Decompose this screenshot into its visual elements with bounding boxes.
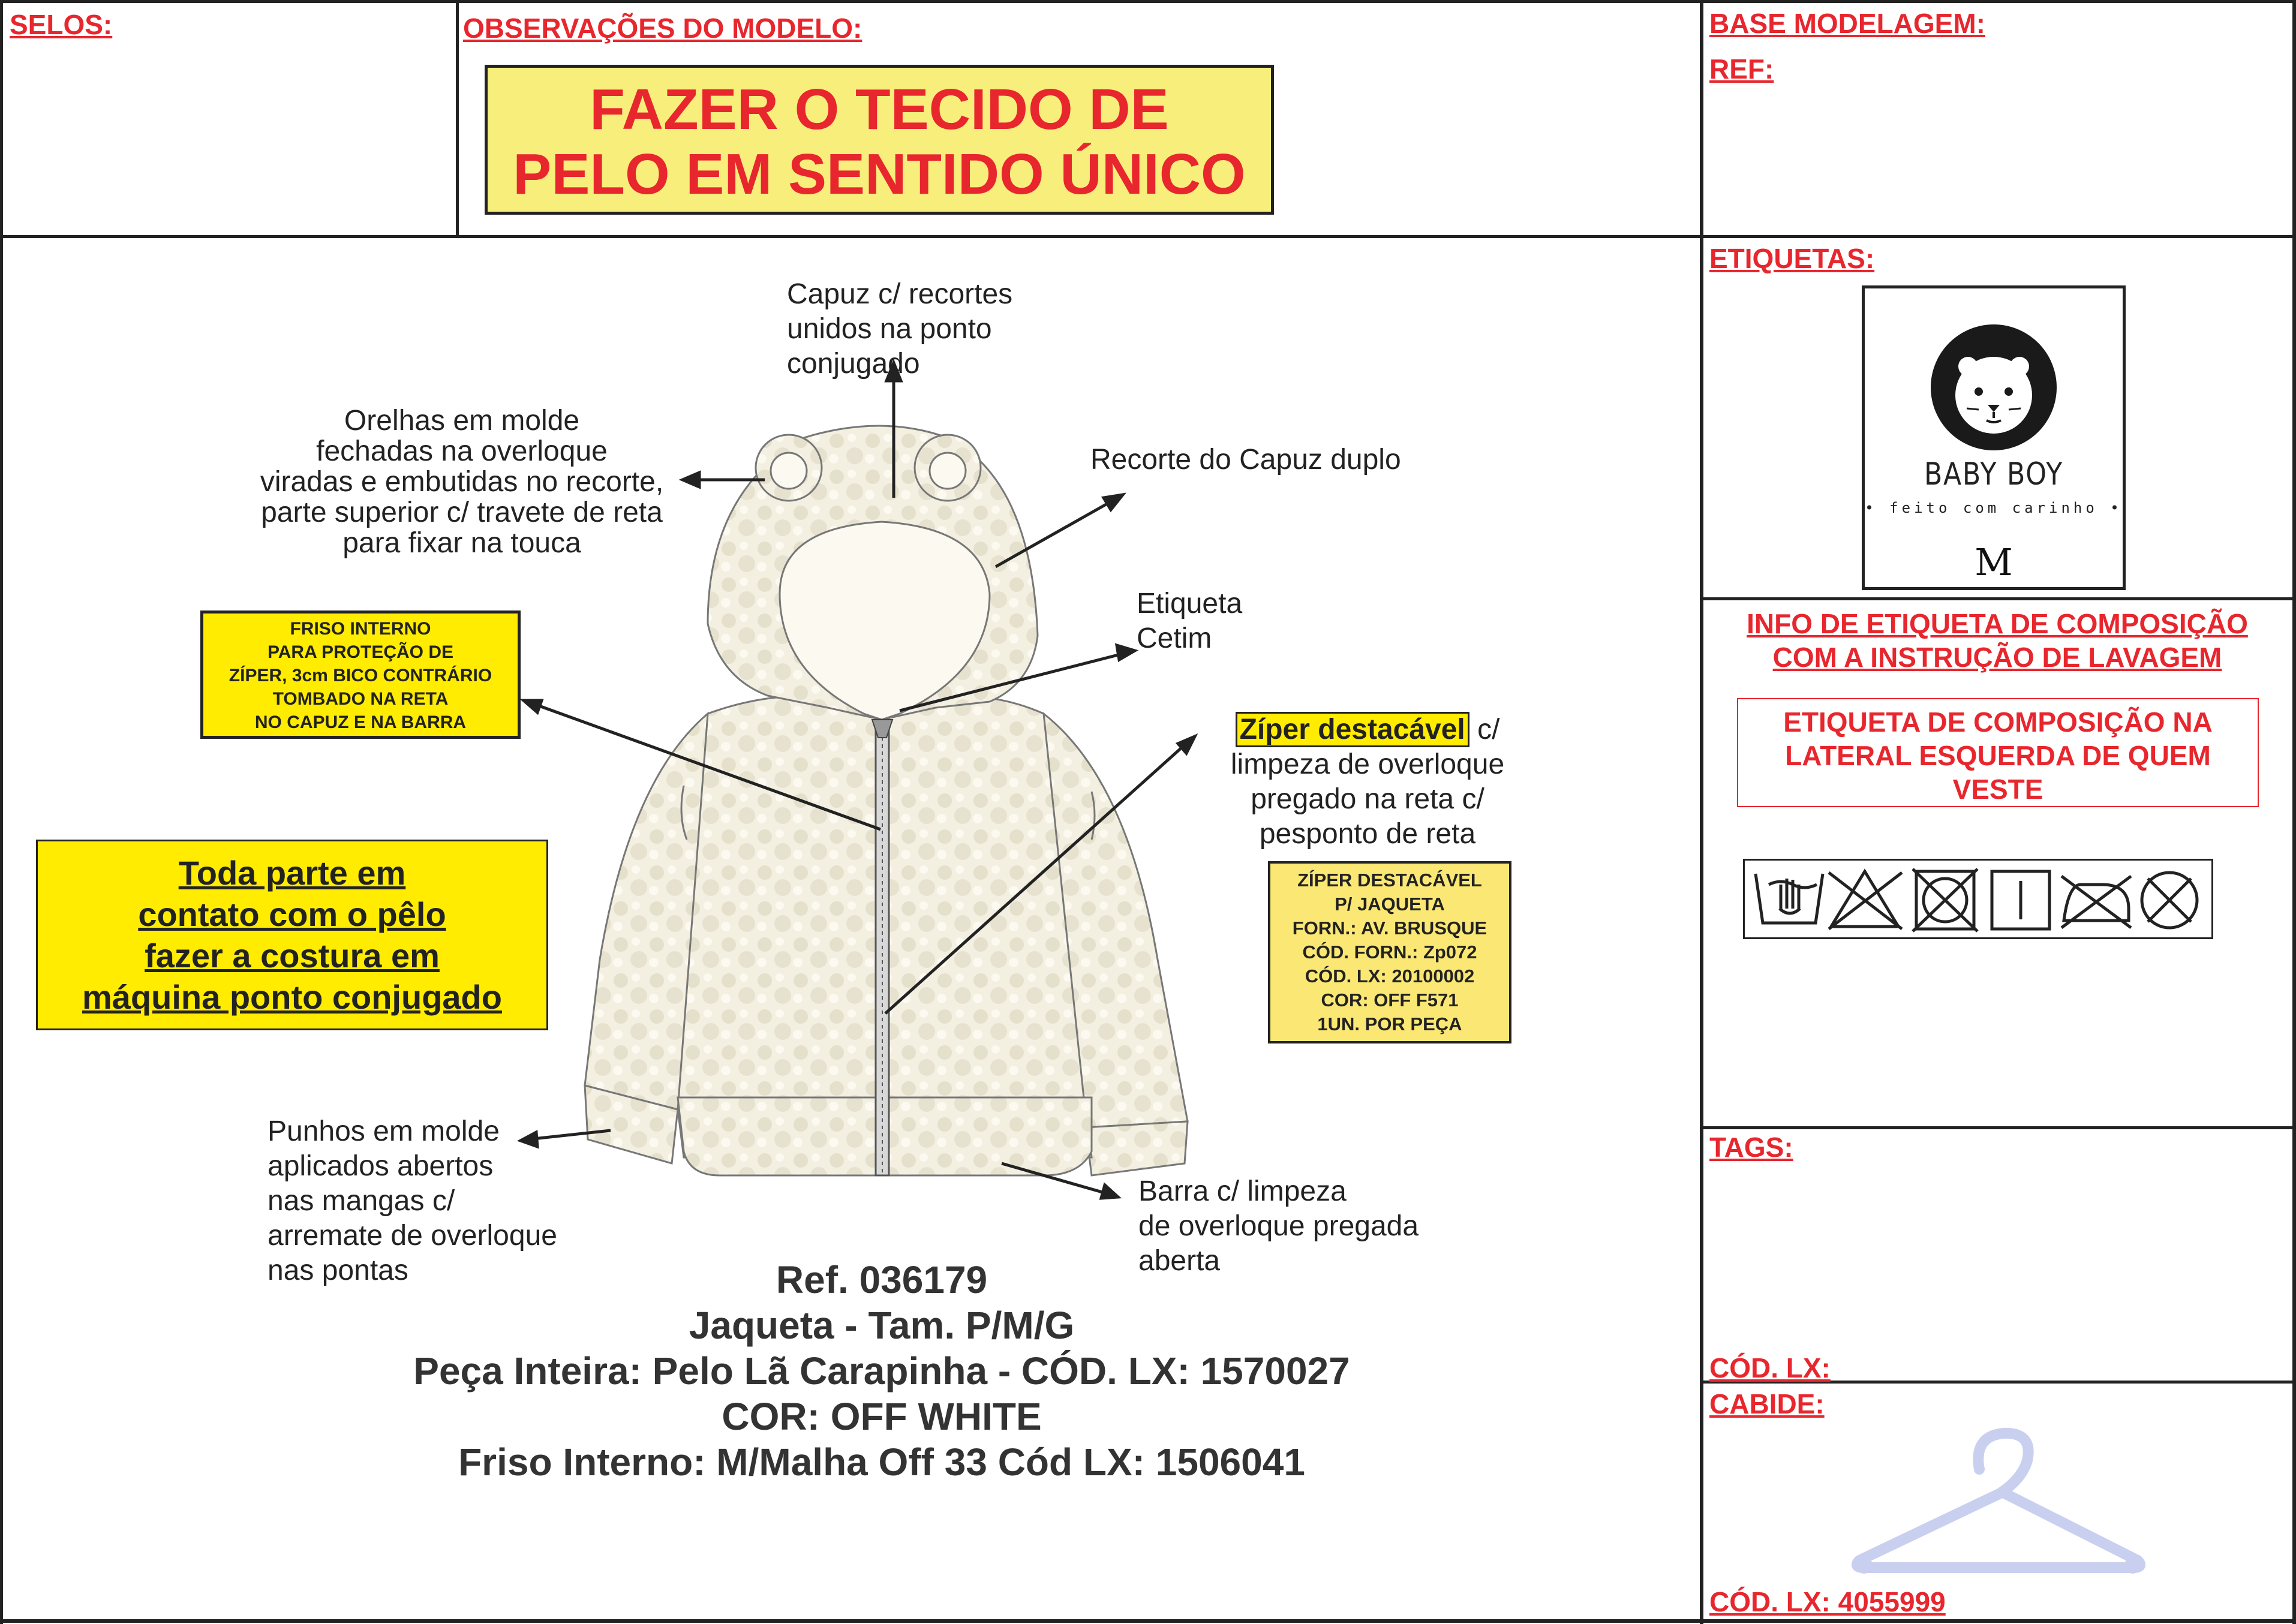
note-recorte: Recorte do Capuz duplo [1090,444,1401,476]
info-line-2: COM A INSTRUÇÃO DE LAVAGEM [1772,642,2222,673]
note-ziper-line: limpeza de overloque [1230,748,1505,780]
friso-line: FRISO INTERNO [290,619,431,639]
brand-label-card [1862,285,2126,590]
note-barra-line: de overloque pregada [1138,1210,1419,1242]
note-punhos-line: nas mangas c/ [268,1185,455,1217]
product-info [240,1257,1523,1485]
no-bleach-icon [1829,871,1902,929]
composition-line-1: ETIQUETA DE COMPOSIÇÃO NA [1783,706,2213,738]
note-capuz-line: conjugado [787,348,920,380]
friso-line: ZÍPER, 3cm BICO CONTRÁRIO [229,666,492,685]
note-orelhas [228,405,696,558]
info-etiqueta-title [1709,607,2285,674]
size-label: M [1975,540,2013,584]
tags-cod-lx: CÓD. LX: [1709,1352,1831,1384]
note-capuz-line: unidos na ponto [787,313,992,345]
note-barra-line: aberta [1138,1245,1221,1277]
product-color: COR: OFF WHITE [722,1395,1042,1438]
brand-tagline: • feito com carinho • [1865,500,2123,516]
composition-line-2: LATERAL ESQUERDA DE QUEM [1785,740,2211,771]
note-punhos-line: Punhos em molde [268,1115,500,1147]
note-ziper-line: pregado na reta c/ [1251,783,1484,815]
tags-label: TAGS: [1709,1132,1793,1163]
note-ziper-line: c/ [1469,714,1500,745]
note-etiqueta-line: Etiqueta [1137,588,1243,619]
friso-line: NO CAPUZ E NA BARRA [254,712,467,732]
note-barra-line: Barra c/ limpeza [1138,1175,1347,1207]
cabide-label: CABIDE: [1709,1388,1825,1420]
ziper-spec-line: CÓD. LX: 20100002 [1305,966,1475,987]
composition-box [1737,698,2259,807]
note-punhos-line: nas pontas [268,1255,408,1286]
observation-line-1: FAZER O TECIDO DE [590,77,1169,142]
no-dry-clean-icon [2142,873,2197,928]
note-punhos-line: arremate de overloque [268,1220,557,1252]
ref-label: REF: [1709,53,1774,85]
selos-label: SELOS: [10,9,113,40]
product-fabric: Peça Inteira: Pelo Lã Carapinha - CÓD. LX: 1570027 [413,1349,1350,1393]
observacoes-label: OBSERVAÇÕES DO MODELO: [463,13,862,44]
note-capuz [787,277,1012,381]
toda-line: fazer a costura em [145,937,440,975]
friso-line: TOMBADO NA RETA [272,689,449,709]
info-line-1: INFO DE ETIQUETA DE COMPOSIÇÃO [1747,608,2248,639]
friso-box [200,610,521,739]
hand-wash-icon [1756,874,1823,923]
composition-line-3: VESTE [1952,774,2043,805]
zipper [872,720,892,1175]
right-cuff [1086,1121,1188,1175]
ziper-highlight: Zíper destacável [1236,712,1469,747]
note-orelhas-line: fechadas na overloque [316,435,608,467]
observation-line-2: PELO EM SENTIDO ÚNICO [513,142,1246,206]
ziper-spec-line: P/ JAQUETA [1335,894,1445,915]
note-orelhas-line: para fixar na touca [342,527,581,559]
divider-right-3 [1700,1126,2296,1129]
note-ziper-line: pesponto de reta [1259,818,1476,850]
note-orelhas-line: parte superior c/ travete de reta [261,497,663,528]
ziper-spec-line: COR: OFF F571 [1321,990,1459,1011]
no-iron-icon [2061,876,2131,928]
note-ziper [1218,712,1517,852]
base-modelagem-label: BASE MODELAGEM: [1709,8,1985,39]
ziper-spec-line: 1UN. POR PEÇA [1317,1014,1462,1034]
toda-line: máquina ponto conjugado [82,978,502,1016]
no-tumble-dry-icon [1913,869,1978,931]
product-ref: Ref. 036179 [776,1258,988,1301]
hanger-icon [1847,1403,2147,1583]
note-capuz-line: Capuz c/ recortes [787,278,1013,310]
toda-line: Toda parte em [178,854,406,892]
ziper-spec-line: ZÍPER DESTACÁVEL [1297,870,1482,891]
divider-right-2 [1700,597,2296,600]
note-punhos-line: aplicados abertos [268,1150,494,1182]
note-orelhas-line: viradas e embutidas no recorte, [260,466,664,498]
product-name: Jaqueta - Tam. P/M/G [689,1304,1075,1347]
ziper-spec-box [1268,861,1511,1043]
note-etiqueta [1137,587,1242,656]
line-dry-icon [1992,871,2049,929]
friso-line: PARA PROTEÇÃO DE [267,642,454,662]
note-etiqueta-line: Cetim [1137,622,1212,654]
wash-care-strip [1743,859,2213,939]
brand-name: BABY BOY [1924,456,2064,492]
product-friso: Friso Interno: M/Malha Off 33 Cód LX: 1506041 [458,1440,1305,1484]
note-orelhas-line: Orelhas em molde [344,405,580,437]
cabide-cod-lx: CÓD. LX: 4055999 [1709,1586,1946,1617]
ziper-spec-line: CÓD. FORN.: Zp072 [1302,942,1477,963]
etiquetas-label: ETIQUETAS: [1709,243,1875,274]
ziper-spec-line: FORN.: AV. BRUSQUE [1292,918,1487,939]
toda-parte-box [36,840,548,1030]
divider-right-1 [1700,235,2296,238]
toda-line: contato com o pêlo [138,895,446,933]
